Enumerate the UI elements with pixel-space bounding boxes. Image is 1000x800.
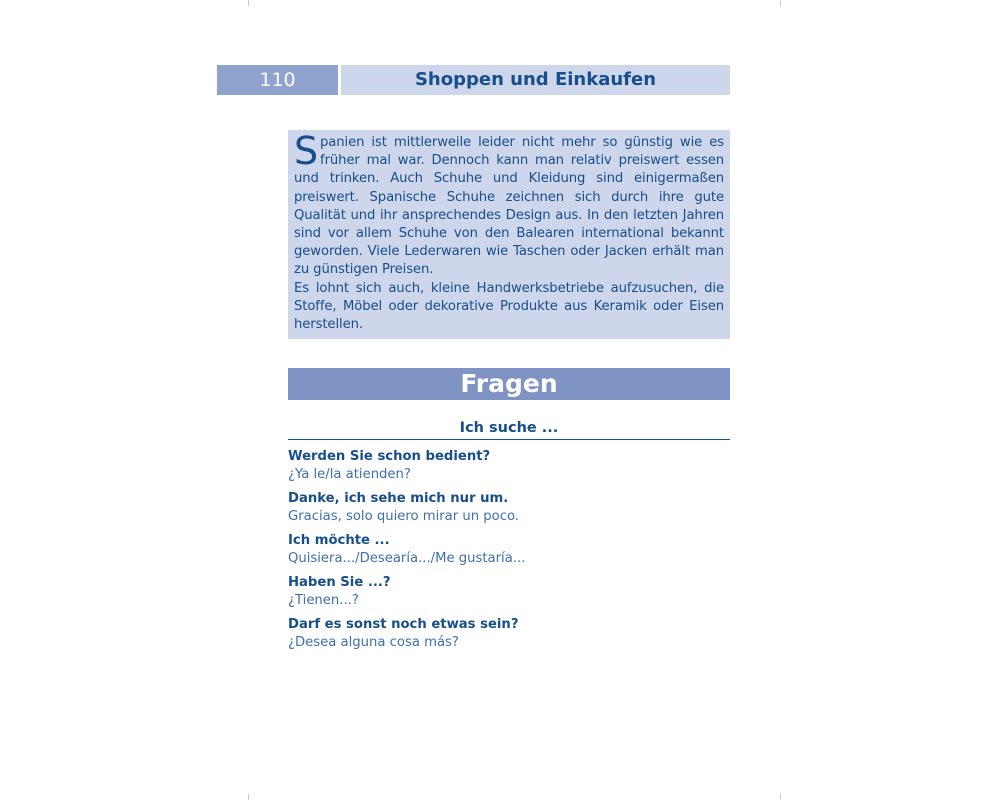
phrase-german: Darf es sonst noch etwas sein? xyxy=(288,617,519,632)
phrase-german: Werden Sie schon bedient? xyxy=(288,449,491,464)
crop-mark-top-right xyxy=(780,0,781,6)
dropcap-letter: S xyxy=(294,129,319,173)
page-number: 110 xyxy=(217,65,338,95)
phrase-spanish: ¿Desea alguna cosa más? xyxy=(288,635,459,650)
phrase-list xyxy=(288,448,730,658)
crop-mark-bottom-left xyxy=(248,794,249,800)
phrase-german: Ich möchte ... xyxy=(288,533,390,548)
phrase-german: Danke, ich sehe mich nur um. xyxy=(288,491,509,506)
phrase-item xyxy=(288,490,730,532)
phrase-spanish: ¿Tienen...? xyxy=(288,593,359,608)
phrase-item xyxy=(288,448,730,490)
intro-box xyxy=(288,130,730,339)
intro-paragraph-1-text: panien ist mittlerweile leider nicht mehr so günstig wie es früher mal war. Dennoch kann man relativ preiswert essen und trinken. Auch Schuhe und Kleidung sind einigermaßen preiswert. Spanische Schuhe zeichnen sich durch ihre gute Qualität und ihr ansprechendes Design aus. In den letzten Jahren sind vor allem Schuhe von den Balearen international bekannt geworden. Viele Lederwaren wie Taschen oder Jacken erhält man zu günstigen Preisen. xyxy=(294,135,724,278)
page-header xyxy=(217,65,730,95)
phrase-spanish: ¿Ya le/la atienden? xyxy=(288,467,411,482)
crop-mark-top-left xyxy=(248,0,249,6)
chapter-title: Shoppen und Einkaufen xyxy=(341,65,730,95)
phrase-german: Haben Sie ...? xyxy=(288,575,391,590)
intro-paragraph-1 xyxy=(294,129,724,280)
crop-mark-bottom-right xyxy=(780,794,781,800)
phrase-spanish: Gracias, solo quiero mirar un poco. xyxy=(288,509,519,524)
phrase-item xyxy=(288,616,730,658)
phrase-item xyxy=(288,574,730,616)
subheading: Ich suche ... xyxy=(288,417,730,440)
phrase-spanish: Quisiera.../Desearía.../Me gustaría... xyxy=(288,551,526,566)
section-title: Fragen xyxy=(288,368,730,400)
phrase-item xyxy=(288,532,730,574)
intro-paragraph-2: Es lohnt sich auch, kleine Handwerksbetriebe aufzusuchen, die Stoffe, Möbel oder dekorative Produkte aus Keramik oder Eisen herstellen. xyxy=(294,280,724,333)
